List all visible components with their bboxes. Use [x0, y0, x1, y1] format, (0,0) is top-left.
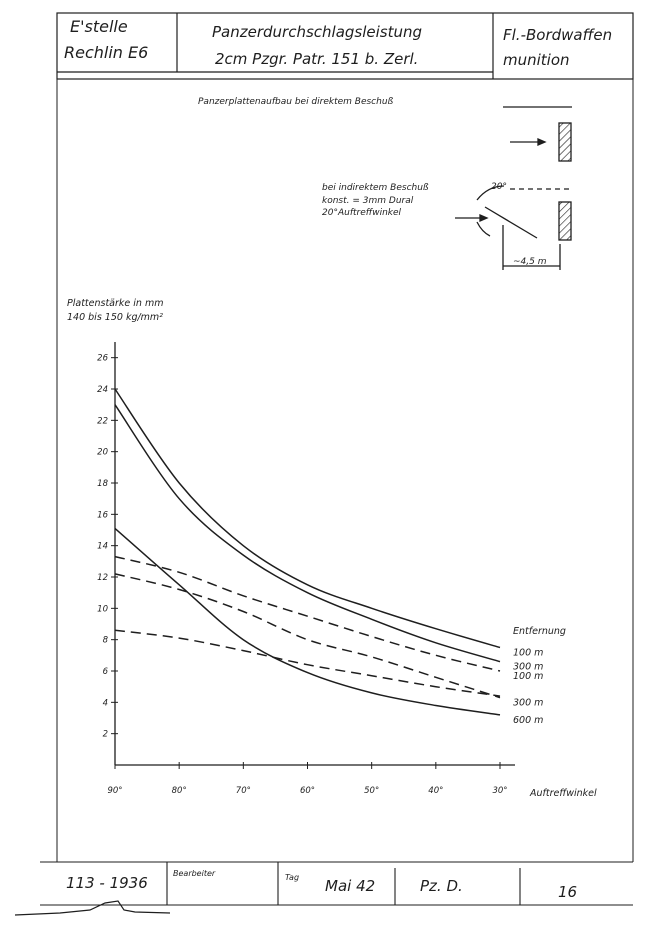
deflection-arc [477, 222, 490, 236]
title-line1: Panzerdurchschlagsleistung [212, 23, 423, 41]
penetration-chart [97, 342, 543, 796]
x-tick-label: 40° [428, 786, 444, 796]
series-line-6 [115, 630, 500, 696]
indirect-fire-label: bei indirektem Beschuß [322, 183, 429, 193]
direct-fire-label: Panzerplattenaufbau bei direktem Beschuß [198, 97, 394, 107]
distance-label: ~4,5 m [513, 257, 547, 267]
series-line-1 [115, 389, 500, 648]
series-label-3: 100 m [513, 671, 544, 682]
x-tick-label: 30° [492, 786, 508, 796]
series-label-2: 300 m [513, 661, 544, 673]
page-number: 16 [558, 883, 578, 901]
armor-diagram [455, 107, 572, 270]
y-tick-label: 2 [102, 729, 108, 740]
x-tick-label: 60° [299, 786, 316, 796]
y-tick-label: 12 [97, 573, 108, 583]
bearbeiter-label: Bearbeiter [173, 869, 216, 878]
x-tick-label: 80° [171, 786, 187, 796]
code-value: Pz. D. [420, 877, 463, 895]
indirect-armor-plate [559, 202, 571, 240]
office-line1: E'stelle [70, 17, 128, 36]
category-line2: munition [503, 51, 570, 69]
y-tick-label: 14 [97, 541, 108, 552]
series-label-5: 600 m [513, 714, 544, 726]
y-axis-title-line1: Plattenstärke in mm [67, 298, 164, 309]
y-tick-label: 26 [97, 353, 108, 364]
dural-label: konst. = 3mm Dural [322, 196, 414, 206]
y-tick-label: 20 [97, 447, 108, 458]
y-tick-label: 4 [102, 698, 108, 709]
y-tick-label: 24 [97, 385, 108, 395]
y-tick-label: 18 [97, 479, 108, 489]
x-tick-label: 70° [235, 786, 251, 796]
deflection-angle-label: 20° [491, 182, 507, 192]
y-tick-label: 22 [97, 416, 108, 427]
direct-armor-plate [559, 123, 571, 161]
date-value: Mai 42 [325, 877, 376, 895]
x-tick-label: 90° [107, 786, 123, 796]
series-label-1: 100 m [513, 647, 544, 659]
indirect-arrowhead [480, 215, 487, 221]
tag-label: Tag [285, 873, 300, 882]
y-tick-label: 10 [97, 604, 108, 615]
signature [15, 901, 170, 915]
series-line-2 [115, 405, 500, 662]
series-line-5 [115, 528, 500, 715]
dural-sheet-line [485, 207, 537, 238]
series-line-3 [115, 557, 500, 671]
y-tick-label: 8 [102, 635, 108, 646]
direct-arrowhead [538, 139, 545, 145]
document-number: 113 - 1936 [66, 874, 148, 892]
y-tick-label: 16 [97, 510, 108, 521]
x-axis-title: Auftreffwinkel [530, 788, 597, 799]
office-line2: Rechlin E6 [64, 43, 149, 62]
x-tick-label: 50° [364, 786, 380, 796]
title-line2: 2cm Pzgr. Patr. 151 b. Zerl. [215, 50, 419, 68]
legend-title: Entfernung [513, 626, 566, 637]
impact-angle-note: 20°Auftreffwinkel [322, 208, 402, 218]
y-axis-title-line2: 140 bis 150 kg/mm² [67, 312, 163, 323]
category-line1: Fl.-Bordwaffen [503, 26, 613, 44]
y-tick-label: 6 [102, 667, 108, 677]
series-label-4: 300 m [513, 697, 544, 709]
